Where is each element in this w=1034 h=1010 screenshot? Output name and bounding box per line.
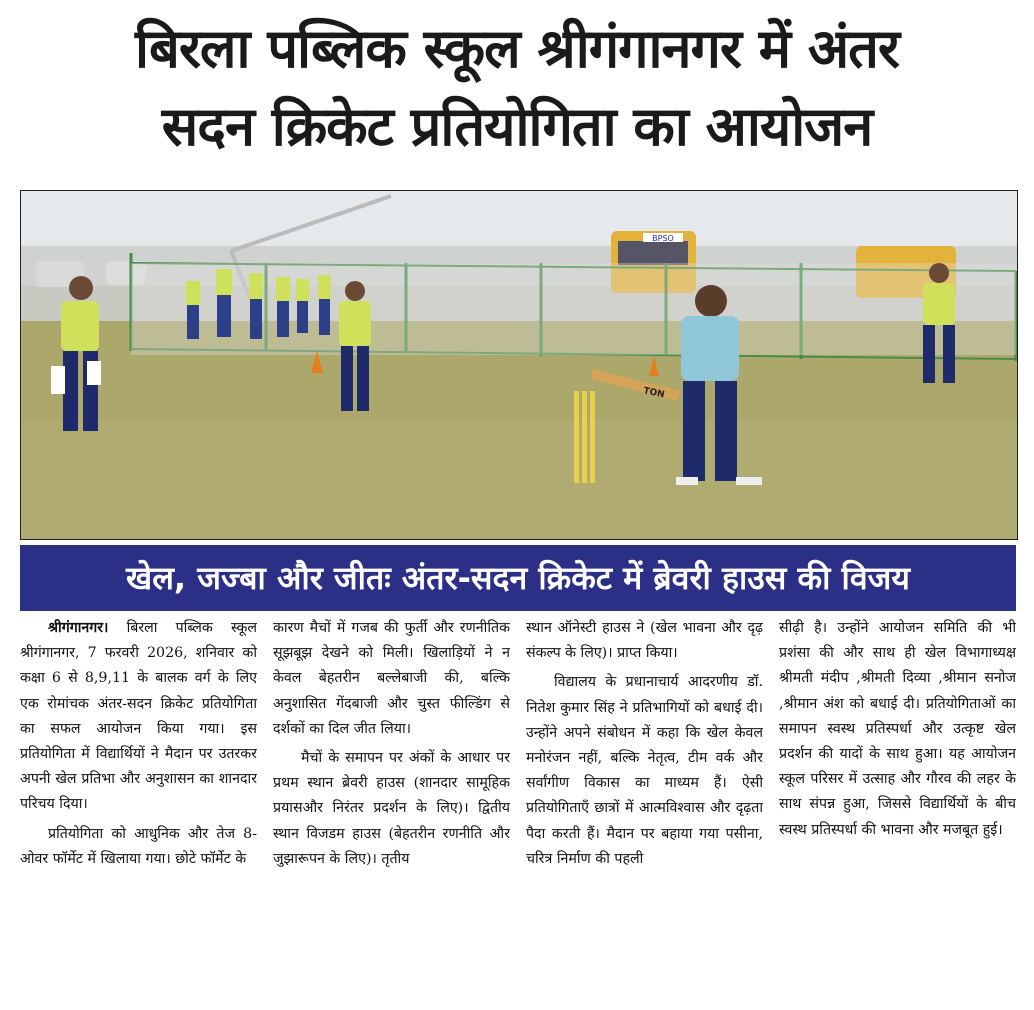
cricket-photo (20, 190, 1018, 540)
article-column-2 (273, 616, 510, 1002)
paragraph: बिरला पब्लिक स्कूल श्रीगंगानगर, 7 फरवरी 2026, शनिवार को कक्षा 6 से 8,9,11 के बालक वर्ग के लिए एक रोमांचक अंतर-सदन क्रिकेट प्रतियोगिता का सफल आयोजन किया गया। इस प्रतियोगिता में विद्यार्थियों ने मैदान पर उतरकर अपनी खेल प्रतिभा और अनुशासन का शानदार परिचय दिया। (20, 620, 257, 813)
paragraph: विद्यालय के प्रधानाचार्य आदरणीय डॉ. नितेश कुमार सिंह ने प्रतिभागियों को बधाई दी। उन्होंने अपने संबोधन में कहा कि खेल केवल मनोरंजन नहीं, बल्कि नेतृत्व, टीम वर्क और सर्वांगीण विकास का माध्यम हैं। ऐसी प्रतियोगिताएँ छात्रों में आत्मविश्वास और दृढ़ता पैदा करती हैं। मैदान पर बहाया गया पसीना, चरित्र निर्माण की पहली (526, 674, 763, 867)
headline (0, 10, 1034, 166)
headline-line-2: सदन क्रिकेट प्रतियोगिता का आयोजन (161, 95, 873, 158)
article-column-1 (20, 616, 257, 1002)
stumps (574, 391, 595, 483)
paragraph: मैचों के समापन पर अंकों के आधार पर प्रथम स्थान ब्रेवरी हाउस (शानदार सामूहिक प्रयासऔर निरंतर प्रदर्शन के लिए)। द्वितीय स्थान विजडम हाउस (बेहतरीन रणनीति और जुझारूपन के लिए)। तृतीय (273, 750, 510, 867)
bus-sign: BPSO (652, 234, 674, 243)
article-body (20, 616, 1016, 1002)
bat-brand: TON (642, 386, 666, 401)
paragraph: प्रतियोगिता को आधुनिक और तेज 8-ओवर फॉर्मेट में खिलाया गया। छोटे फॉर्मेट के (20, 825, 257, 867)
paragraph: कारण मैचों में गजब की फुर्ती और रणनीतिक सूझबूझ देखने को मिली। खिलाड़ियों ने न केवल बेहतरीन बल्लेबाजी की, बल्कि अनुशासित गेंदबाजी और चुस्त फील्डिंग से दर्शकों का दिल जीत लिया। (273, 620, 510, 737)
dateline: श्रीगंगानगर। (48, 620, 109, 636)
article-column-3 (526, 616, 763, 1002)
headline-line-1: बिरला पब्लिक स्कूल श्रीगंगानगर में अंतर (135, 17, 899, 80)
paragraph: सीढ़ी है। उन्होंने आयोजन समिति की भी प्रशंसा की और साथ ही खेल विभागाध्यक्ष श्रीमती मंदीप ,श्रीमती दिव्या ,श्रीमान सनोज ,श्रीमान अंश को बधाई दी। प्रतियोगिताओं का समापन स्वस्थ प्रतिस्पर्धा और उत्कृष्ट खेल प्रदर्शन की यादों के साथ हुआ। यह आयोजन स्कूल परिसर में उत्साह और गौरव की लहर के साथ संपन्न हुआ, जिससे विद्यार्थियों के बीच स्वस्थ प्रतिस्पर्धा की भावना और मजबूत हुई। (779, 620, 1016, 838)
article-column-4 (779, 616, 1016, 1002)
paragraph: स्थान ऑनेस्टी हाउस ने (खेल भावना और दृढ़ संकल्प के लिए)। प्राप्त किया। (526, 620, 763, 662)
subheadline-banner: खेल, जज्बा और जीतः अंतर-सदन क्रिकेट में ब्रेवरी हाउस की विजय (20, 545, 1016, 611)
cricket-scene-illustration (21, 191, 1017, 539)
